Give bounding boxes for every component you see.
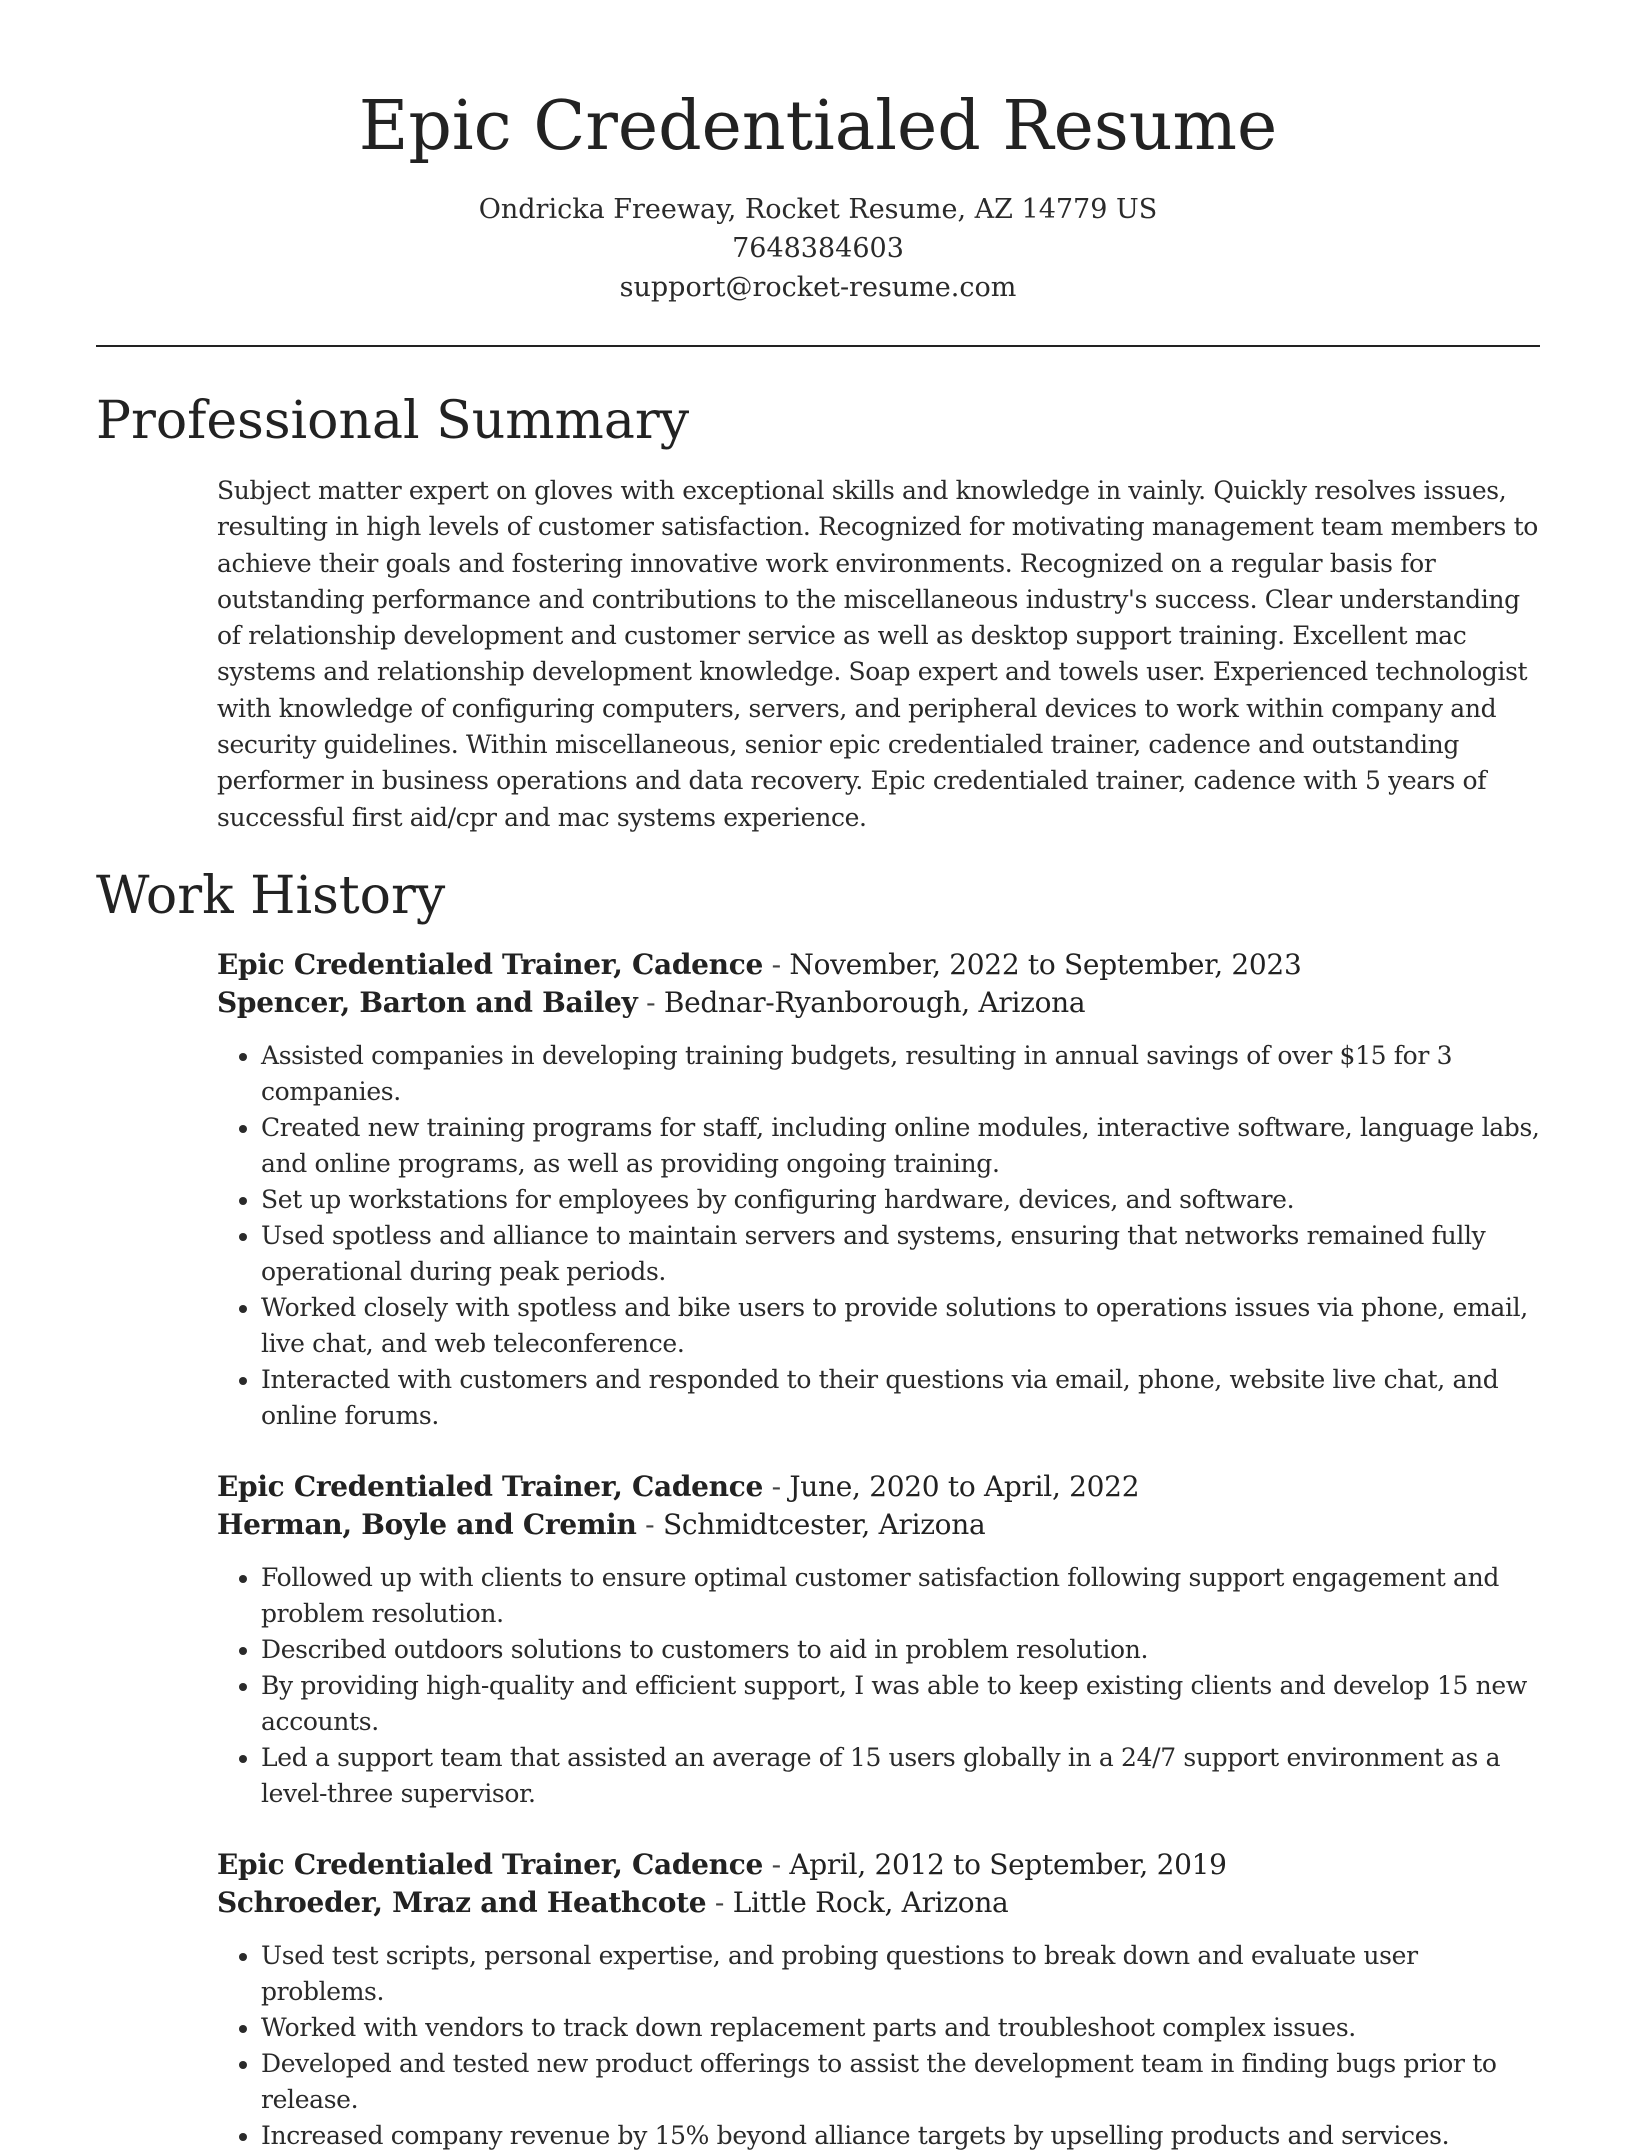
job-title-line [217, 946, 1540, 984]
job-company-line [217, 984, 1540, 1022]
job-bullets [217, 1038, 1540, 1434]
job-title: Epic Credentialed Trainer, Cadence [217, 1469, 763, 1503]
job-dates: April, 2012 to September, 2019 [789, 1847, 1227, 1881]
job-location: Schmidtcester, Arizona [662, 1507, 986, 1541]
job-entry [217, 946, 1540, 1434]
work-history-heading: Work History [96, 865, 446, 926]
list-item: • Described outdoors solutions to customers to aid in problem resolution. [261, 1632, 1540, 1668]
list-item: • Followed up with clients to ensure optimal customer satisfaction following support engagement and problem resolution. [261, 1560, 1540, 1632]
job-location: Little Rock, Arizona [732, 1885, 1009, 1919]
list-item: • Worked closely with spotless and bike users to provide solutions to operations issues via phone, email, live chat, and web teleconference. [261, 1290, 1540, 1362]
list-item: • Developed and tested new product offerings to assist the development team in finding bugs prior to release. [261, 2046, 1540, 2118]
job-company-line [217, 1506, 1540, 1544]
list-item: • Interacted with customers and responded to their questions via email, phone, website live chat, and online forums. [261, 1362, 1540, 1434]
contact-address: Ondricka Freeway, Rocket Resume, AZ 14779 US [478, 194, 1158, 225]
list-item: • Increased company revenue by 15% beyond alliance targets by upselling products and services. [261, 2118, 1540, 2154]
summary-heading: Professional Summary [96, 391, 690, 451]
list-item: • Used spotless and alliance to maintain servers and systems, ensuring that networks remained fully operational during peak periods. [261, 1218, 1540, 1290]
job-title-line [217, 1468, 1540, 1506]
contact-phone: 7648384603 [732, 233, 904, 264]
job-title: Epic Credentialed Trainer, Cadence [217, 947, 763, 981]
job-separator: - [763, 1847, 790, 1881]
job-company: Herman, Boyle and Cremin [217, 1507, 637, 1541]
job-bullets [217, 1938, 1540, 2154]
job-company: Spencer, Barton and Bailey [217, 985, 638, 1019]
job-title-line [217, 1846, 1540, 1884]
resume-page [96, 0, 1540, 2154]
resume-title: Epic Credentialed Resume [358, 87, 1278, 166]
job-separator: - [763, 1469, 790, 1503]
job-entry [217, 1468, 1540, 1812]
job-separator: - [636, 1507, 663, 1541]
summary-text: Subject matter expert on gloves with exceptional skills and knowledge in vainly. Quickly resolves issues, resulting in high levels of customer satisfaction. Recognized for motivating management team members to achieve their goals and fostering innovative work environments. Recognized on a regular basis for outstanding performance and contributions to the miscellaneous industry's success. Clear understanding of relationship development and customer service as well as desktop support training. Excellent mac systems and relationship development knowledge. Soap expert and towels user. Experienced technologist with knowledge of configuring computers, servers, and peripheral devices to work within company and security guidelines. Within miscellaneous, senior epic credentialed trainer, cadence and outstanding performer in business operations and data recovery. Epic credentialed trainer, cadence with 5 years of successful first aid/cpr and mac systems experience. [217, 476, 1538, 832]
job-location: Bednar-Ryanborough, Arizona [663, 985, 1086, 1019]
job-title: Epic Credentialed Trainer, Cadence [217, 1847, 763, 1881]
contact-block [96, 190, 1540, 307]
job-separator: - [763, 947, 790, 981]
list-item: • Created new training programs for staff, including online modules, interactive software, language labs, and online programs, as well as providing ongoing training. [261, 1110, 1540, 1182]
list-item: • Used test scripts, personal expertise, and probing questions to break down and evaluate user problems. [261, 1938, 1540, 2010]
job-company-line [217, 1884, 1540, 1922]
list-item: • By providing high-quality and efficient support, I was able to keep existing clients and develop 15 new accounts. [261, 1668, 1540, 1740]
job-company: Schroeder, Mraz and Heathcote [217, 1885, 707, 1919]
list-item: • Set up workstations for employees by configuring hardware, devices, and software. [261, 1182, 1540, 1218]
list-item: • Assisted companies in developing training budgets, resulting in annual savings of over $15 for 3 companies. [261, 1038, 1540, 1110]
list-item: • Led a support team that assisted an average of 15 users globally in a 24/7 support environment as a level-three supervisor. [261, 1740, 1540, 1812]
job-dates: June, 2020 to April, 2022 [789, 1469, 1140, 1503]
list-item: • Worked with vendors to track down replacement parts and troubleshoot complex issues. [261, 2010, 1540, 2046]
contact-email: support@rocket-resume.com [619, 272, 1017, 303]
job-entry [217, 1846, 1540, 2154]
job-bullets [217, 1560, 1540, 1812]
header-divider [96, 345, 1540, 347]
job-dates: November, 2022 to September, 2023 [789, 947, 1302, 981]
job-separator: - [637, 985, 664, 1019]
job-separator: - [706, 1885, 733, 1919]
